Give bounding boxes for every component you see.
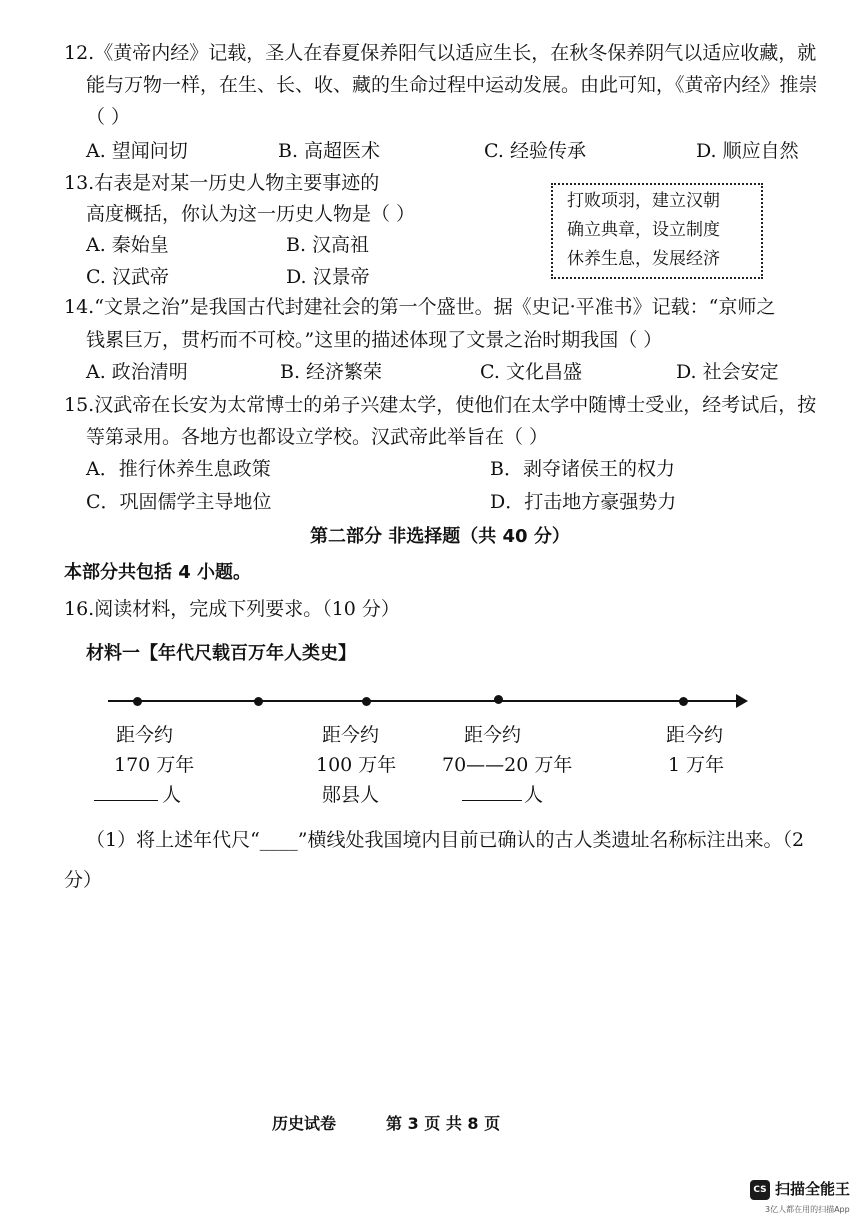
timeline-4-label1: 距今约	[666, 724, 724, 746]
q14-stem-line1: 14.“文景之治”是我国古代封建社会的第一个盛世。据《史记·平准书》记载：“京师之	[64, 296, 776, 318]
q12-stem-line1: 12.《黄帝内经》记载，圣人在春夏保养阳气以适应生长，在秋冬保养阴气以适应收藏，就	[64, 42, 817, 64]
timeline-4-label2: 1 万年	[668, 754, 725, 776]
q15-stem-line1: 15.汉武帝在长安为太常博士的弟子兴建太学，使他们在太学中随博士受业，经考试后，按	[64, 394, 817, 416]
timeline-dot	[494, 695, 503, 704]
q13-stem-line1: 13.右表是对某一历史人物主要事迹的	[64, 172, 380, 194]
q15-option-b: B．剥夺诸侯王的权力	[490, 458, 675, 480]
footer-subject: 历史试卷	[272, 1114, 337, 1133]
watermark-brand: 扫描全能王	[775, 1180, 851, 1198]
timeline-axis	[108, 700, 742, 702]
timeline-dot	[133, 697, 142, 706]
q12-option-c: C. 经验传承	[484, 140, 586, 162]
part2-intro: 本部分共包括 4 小题。	[64, 562, 252, 583]
timeline-1-blank	[94, 800, 158, 801]
q13-option-a: A. 秦始皇	[86, 234, 169, 256]
timeline-2-label1: 距今约	[322, 724, 380, 746]
q12-option-d: D. 顺应自然	[696, 140, 799, 162]
q16-title: 16.阅读材料，完成下列要求。（10 分）	[64, 598, 400, 620]
q12-answer-paren: （ ）	[86, 106, 131, 128]
q14-option-d: D. 社会安定	[676, 361, 779, 383]
timeline-3-label3: 人	[524, 784, 544, 806]
timeline-1-label1: 距今约	[116, 724, 174, 746]
q12-stem-line2: 能与万物一样，在生、长、收、藏的生命过程中运动发展。由此可知，《黄帝内经》推崇	[86, 74, 818, 96]
q13-summary-box	[551, 183, 763, 279]
timeline-3-blank	[462, 800, 522, 801]
q15-stem-line2: 等第录用。各地方也都设立学校。汉武帝此举旨在（ ）	[86, 426, 549, 448]
q15-option-d: D．打击地方豪强势力	[490, 491, 677, 513]
q14-stem-line2: 钱累巨万，贯朽而不可校。”这里的描述体现了文景之治时期我国（ ）	[86, 329, 663, 351]
q13-box-line2: 确立典章，设立制度	[567, 220, 720, 240]
timeline-dot	[254, 697, 263, 706]
watermark-tagline: 3亿人都在用的扫描App	[765, 1205, 850, 1214]
footer-page-number: 第 3 页 共 8 页	[386, 1114, 501, 1133]
camscanner-logo-icon: CS	[750, 1180, 770, 1200]
q13-option-b: B. 汉高祖	[286, 234, 370, 256]
q15-option-c: C．巩固儒学主导地位	[86, 491, 272, 513]
q13-box-line1: 打败项羽，建立汉朝	[567, 191, 720, 211]
timeline-dot	[679, 697, 688, 706]
timeline-arrow-icon	[736, 694, 748, 708]
q13-option-c: C. 汉武帝	[86, 266, 169, 288]
timeline-2-label3: 郧县人	[322, 784, 380, 806]
timeline-1-label2: 170 万年	[114, 754, 195, 776]
q12-option-a: A. 望闻问切	[86, 140, 188, 162]
timeline-dot	[362, 697, 371, 706]
part2-title: 第二部分 非选择题（共 40 分）	[310, 526, 570, 547]
q13-option-d: D. 汉景帝	[286, 266, 370, 288]
timeline-3-label2: 70——20 万年	[442, 754, 573, 776]
material-one-label: 材料一【年代尺载百万年人类史】	[86, 643, 356, 664]
timeline-2-label2: 100 万年	[316, 754, 397, 776]
q15-option-a: A．推行休养生息政策	[86, 458, 271, 480]
q13-stem-line2: 高度概括，你认为这一历史人物是（ ）	[86, 203, 416, 225]
q16-sub1-line2: 分）	[64, 869, 103, 891]
q14-option-a: A. 政治清明	[86, 361, 188, 383]
q14-option-c: C. 文化昌盛	[480, 361, 582, 383]
q13-box-line3: 休养生息，发展经济	[567, 249, 720, 269]
timeline-3-label1: 距今约	[464, 724, 522, 746]
q16-sub1-line1: （1）将上述年代尺“____”横线处我国境内目前已确认的古人类遗址名称标注出来。（2	[86, 829, 805, 851]
q12-option-b: B. 高超医术	[278, 140, 381, 162]
timeline-1-label3: 人	[162, 784, 182, 806]
q14-option-b: B. 经济繁荣	[280, 361, 383, 383]
